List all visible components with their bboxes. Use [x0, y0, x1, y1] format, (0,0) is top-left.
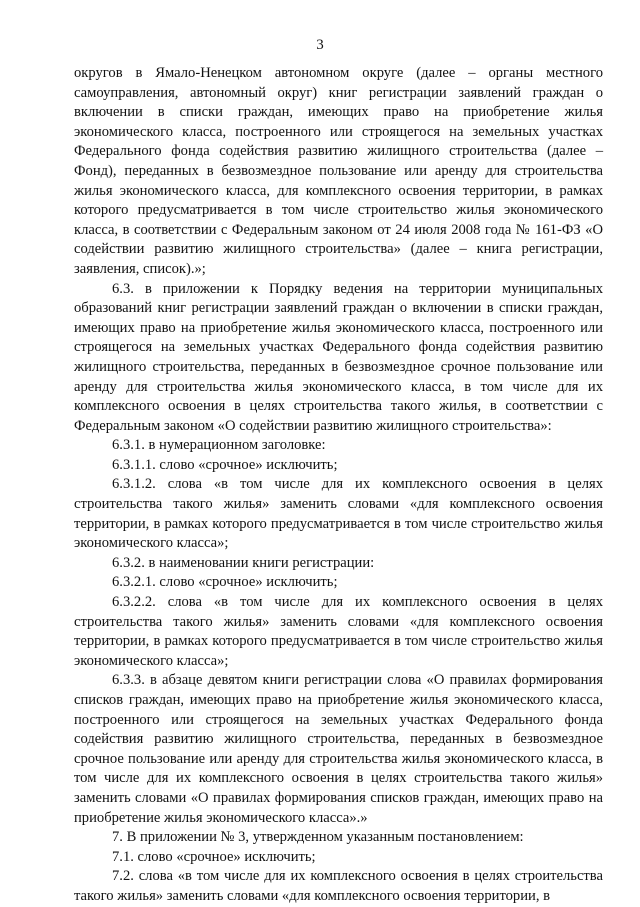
paragraph-6-3: 6.3. в приложении к Порядку ведения на территории муниципальных образований книг регистрации заявлений граждан о включении в списки граждан, имеющих право на приобретение жилья экономического класса, построенного или строящегося на земельных участках Федерального фонда содействия развитию жилищного строительства, переданных в безвозмездное срочное пользование или аренду для строительства жилья экономического класса, в том числе для их комплексного освоения в целях строительства такого жилья, в соответствии с Федеральным законом «О содействии развитию жилищного строительства»:: [74, 280, 603, 434]
page-number: 3: [316, 37, 324, 53]
paragraph-6-3-3: 6.3.3. в абзаце девятом книги регистрации слова «О правилах формирования списков граждан, имеющих право на приобретение жилья экономического класса, построенного или строящегося на земельных участках Федерального фонда содействия развитию жилищного строительства, переданных в безвозмездное срочное пользование или аренду для строительства жилья экономического класса, в том числе для их комплексного освоения в целях строительства такого жилья» заменить словами «О правилах формирования списков граждан, имеющих право на приобретение жилья экономического класса».»: [74, 672, 603, 826]
paragraph-7: 7. В приложении № 3, утвержденном указанным постановлением:: [112, 829, 524, 846]
paragraph-6-3-2-1: 6.3.2.1. слово «срочное» исключить;: [112, 574, 338, 591]
paragraph-6-3-1-2: 6.3.1.2. слова «в том числе для их комплексного освоения в целях строительства такого жилья» заменить словами «для комплексного освоения территории, в рамках которого предусматривается в том числе строительство жилья экономического класса»;: [74, 476, 603, 552]
paragraph-6-3-1-1: 6.3.1.1. слово «срочное» исключить;: [112, 456, 338, 473]
document-body: [74, 64, 603, 907]
paragraph-6-3-2: 6.3.2. в наименовании книги регистрации:: [112, 554, 375, 571]
paragraph-6-3-2-2: 6.3.2.2. слова «в том числе для их комплексного освоения в целях строительства такого жилья» заменить словами «для комплексного освоения территории, в рамках которого предусматривается в том числе строительство жилья экономического класса»;: [74, 594, 603, 669]
paragraph-continuation: округов в Ямало-Ненецком автономном округе (далее – органы местного самоуправления, автономный округ) книг регистрации заявлений граждан о включении в списки граждан, имеющих право на приобретение жилья экономического класса, построенного или строящегося на земельных участках Федерального фонда содействия развитию жилищного строительства (далее – Фонд), переданных в безвозмездное пользование или аренду для строительства жилья экономического класса, для комплексного освоения территории, в рамках которого предусматривается в том числе строительство жилья экономического класса, в соответствии с Федеральным законом от 24 июля 2008 года № 161-ФЗ «О содействии развитию жилищного строительства» (далее – книга регистрации, заявления, список).»;: [74, 65, 603, 277]
paragraph-6-3-1: 6.3.1. в нумерационном заголовке:: [112, 437, 326, 454]
paragraph-7-1: 7.1. слово «срочное» исключить;: [112, 848, 316, 865]
paragraph-7-2: 7.2. слова «в том числе для их комплексного освоения в целях строительства такого жилья» заменить словами «для комплексного освоения территории, в: [74, 868, 603, 904]
